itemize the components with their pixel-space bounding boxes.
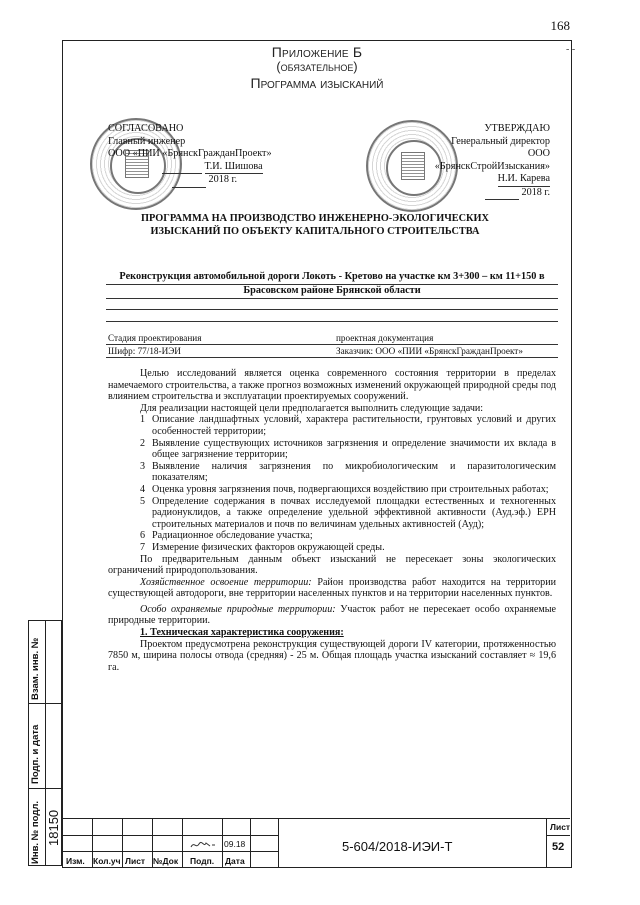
col-kol: Кол.уч (93, 856, 121, 866)
approval-right-year: 2018 г. (521, 186, 550, 198)
page-number-top: 168 (550, 18, 570, 33)
task-text: Оценка уровня загрязнения почв, подвергающихся воздействию при строительных работах; (152, 483, 549, 495)
econ-text: Район производства работ находится на территории существующей автодороги, вне территории населенных пунктов и на территории населенных пунктов. (108, 576, 557, 600)
inv-no-label: Инв. № подл. (30, 800, 41, 864)
approval-right (432, 123, 550, 200)
customer-label: Заказчик: ООО «ПИИ «БрянскГражданПроект» (336, 346, 523, 356)
task-item-4 (108, 484, 556, 496)
tb-col-line (278, 819, 279, 868)
side-stamp-row-line-2 (28, 788, 62, 789)
approval-left-org: ООО «ПИИ «БрянскГражданПроект» (108, 148, 272, 159)
tb-row-line-1 (62, 835, 278, 836)
tb-col-line (122, 819, 123, 868)
econ-label: Хозяйственное освоение территории: (140, 576, 312, 588)
approval-left (108, 123, 278, 188)
econ-paragraph (108, 577, 556, 600)
col-podp: Подп. (190, 856, 215, 866)
side-stamp-row-line-1 (28, 703, 62, 704)
replaced-inv-label: Взам. инв. № (30, 637, 41, 700)
right-seal-emblem (401, 152, 425, 180)
body-text (108, 368, 556, 673)
appendix-title: Приложение Б (271, 44, 363, 60)
stage-value: проектная документация (336, 333, 434, 343)
approval-right-date-line (485, 187, 519, 201)
approval-right-org: ООО «БрянскСтройИзыскания» (434, 148, 550, 172)
project-title-underline-2 (106, 298, 558, 299)
program-title: ПРОГРАММА НА ПРОИЗВОДСТВО ИНЖЕНЕРНО-ЭКОЛОГИЧЕСКИХ ИЗЫСКАНИЙ ПО ОБЪЕКТУ КАПИТАЛЬНОГО СТРОИТЕЛЬСТВА (141, 213, 489, 237)
task-text: Выявление существующих источников загрязнения и определение значимости их вклада в общее загрязнение территории; (152, 437, 556, 461)
protected-text: Участок работ не пересекает особо охраняемые природные территории. (108, 603, 556, 627)
tb-col-line (182, 819, 183, 868)
task-item-6 (108, 530, 556, 542)
task-item-2 (108, 438, 556, 461)
task-number: 4 (140, 483, 146, 495)
task-number: 7 (140, 541, 146, 553)
sheet-number: 52 (552, 841, 565, 853)
corner-mark: - - (566, 44, 576, 55)
protected-label: Особо охраняемые природные территории: (140, 603, 336, 615)
sign-date-label: Подп. и дата (30, 724, 41, 784)
tb-col-line (222, 819, 223, 868)
inv-no-value: 18150 (46, 809, 61, 846)
task-item-7 (108, 542, 556, 554)
approval-right-heading: УТВЕРЖДАЮ (484, 123, 550, 134)
approval-left-year: 2018 г. (208, 174, 238, 185)
approval-left-date-line (172, 174, 206, 188)
task-item-5 (108, 496, 556, 531)
approval-left-name: Т.И. Шишова (205, 161, 263, 175)
approval-left-position: Главный инженер (108, 135, 186, 147)
section-heading-paragraph (108, 627, 556, 639)
code-label: Шифр: 77/18-ИЭИ (108, 346, 181, 356)
eco-paragraph: По предварительным данным объект изысканий не пересекает зоны экологических ограничений природопользования. (108, 553, 556, 577)
tb-sheet-line (546, 835, 570, 836)
appendix-subtitle: Программа изысканий (250, 75, 384, 91)
task-number: 5 (140, 495, 146, 507)
approval-left-heading: СОГЛАСОВАНО (108, 123, 184, 134)
blank-line-1 (106, 309, 558, 310)
task-item-3 (108, 461, 556, 484)
task-text: Выявление наличия загрязнения по микробиологическим и паразитологическим показателям; (152, 460, 556, 484)
tasks-intro: Для реализации настоящей цели предполагается выполнить следующие задачи: (140, 402, 484, 414)
task-number: 1 (140, 414, 146, 426)
task-item-1 (108, 414, 556, 437)
sheet-label: Лист (550, 822, 571, 832)
col-data: Дата (225, 856, 245, 866)
appendix-status: (обязательное) (276, 60, 358, 74)
section-heading: 1. Техническая характеристика сооружения: (140, 627, 344, 639)
task-number: 3 (140, 460, 146, 472)
task-number: 2 (140, 437, 146, 449)
project-title-underline-1 (106, 284, 558, 285)
code-underline (106, 357, 558, 358)
task-text: Радиационное обследование участка; (152, 530, 313, 542)
intro-paragraph: Целью исследований является оценка современного состояния территории в пределах намечаемого строительства, а также прогноз возможных изменений окружающей природной среды под влиянием строительства и эксплуатации проектируемых сооружений. (108, 368, 556, 403)
date-value: 09.18 (224, 839, 246, 849)
tb-row-line-2 (62, 851, 278, 852)
blank-line-2 (106, 321, 558, 322)
stage-underline (106, 344, 558, 345)
col-ndok: №Док (153, 856, 179, 866)
task-text: Определение содержания в почвах исследуемой площадки естественных и техногенных радионуклидов, а также определение удельной эффективной активности (Ауд.эф.) ЕРН строительных материалов и почв по величинам удельных активностей (Ауд); (152, 495, 556, 530)
approval-left-sign-line (162, 161, 202, 175)
title-block (62, 818, 570, 868)
signature-mark (190, 837, 216, 847)
tb-col-line (250, 819, 251, 868)
document-code: 5-604/2018-ИЭИ-Т (342, 839, 453, 854)
stage-label: Стадия проектирования (108, 333, 202, 343)
col-list: Лист (125, 856, 146, 866)
tech-paragraph: Проектом предусмотрена реконструкция существующей дороги IV категории, протяженностью 7850 м, ширина полосы отвода (средняя) - 25 м. Общая площадь участка изысканий составляет ≈ 19,6 га. (108, 638, 556, 673)
task-number: 6 (140, 530, 146, 542)
approval-right-name: Н.И. Карева (498, 173, 550, 187)
protected-paragraph (108, 604, 556, 627)
task-text: Описание ландшафтных условий, характера растительности, грунтовых условий и других особенностей территории; (152, 414, 556, 437)
project-title: Реконструкция автомобильной дороги Локоть - Кретово на участке км 3+300 – км 11+150 в Брасовском районе Брянской области (119, 271, 545, 296)
task-text: Измерение физических факторов окружающей среды. (152, 541, 385, 553)
tb-col-line (546, 819, 547, 868)
approval-right-position: Генеральный директор (451, 135, 550, 147)
col-izm: Изм. (66, 856, 85, 866)
